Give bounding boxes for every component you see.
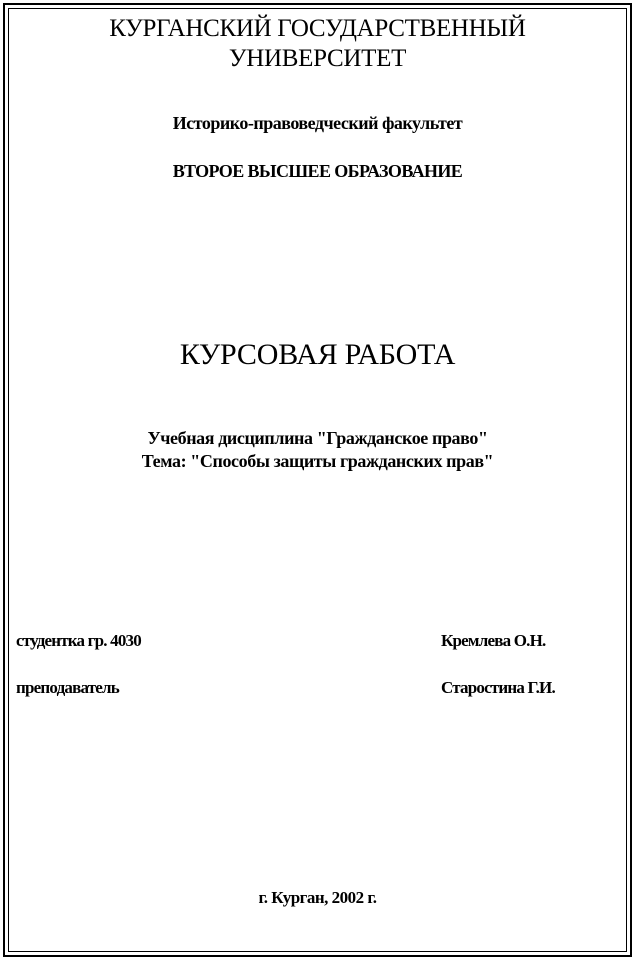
faculty-name: Историко-правоведческий факультет bbox=[172, 113, 463, 133]
page-border-inner bbox=[8, 8, 627, 952]
student-name: Кремлева О.Н. bbox=[441, 631, 546, 650]
student-role-label: студентка гр. 4030 bbox=[16, 631, 141, 650]
teacher-role-label: преподаватель bbox=[16, 678, 119, 697]
topic-line: Тема: "Способы защиты гражданских прав" bbox=[141, 451, 494, 471]
discipline-line: Учебная дисциплина "Гражданское право" bbox=[147, 428, 488, 448]
university-name-line-2: УНИВЕРСИТЕТ bbox=[228, 45, 407, 72]
university-name bbox=[0, 14, 635, 74]
work-type-heading: КУРСОВАЯ РАБОТА bbox=[179, 338, 456, 371]
city-year-line: г. Курган, 2002 г. bbox=[258, 888, 377, 907]
teacher-name: Старостина Г.И. bbox=[441, 678, 555, 697]
program-name: ВТОРОЕ ВЫСШЕЕ ОБРАЗОВАНИЕ bbox=[172, 161, 463, 181]
university-name-line-1: КУРГАНСКИЙ ГОСУДАРСТВЕННЫЙ bbox=[109, 15, 526, 42]
